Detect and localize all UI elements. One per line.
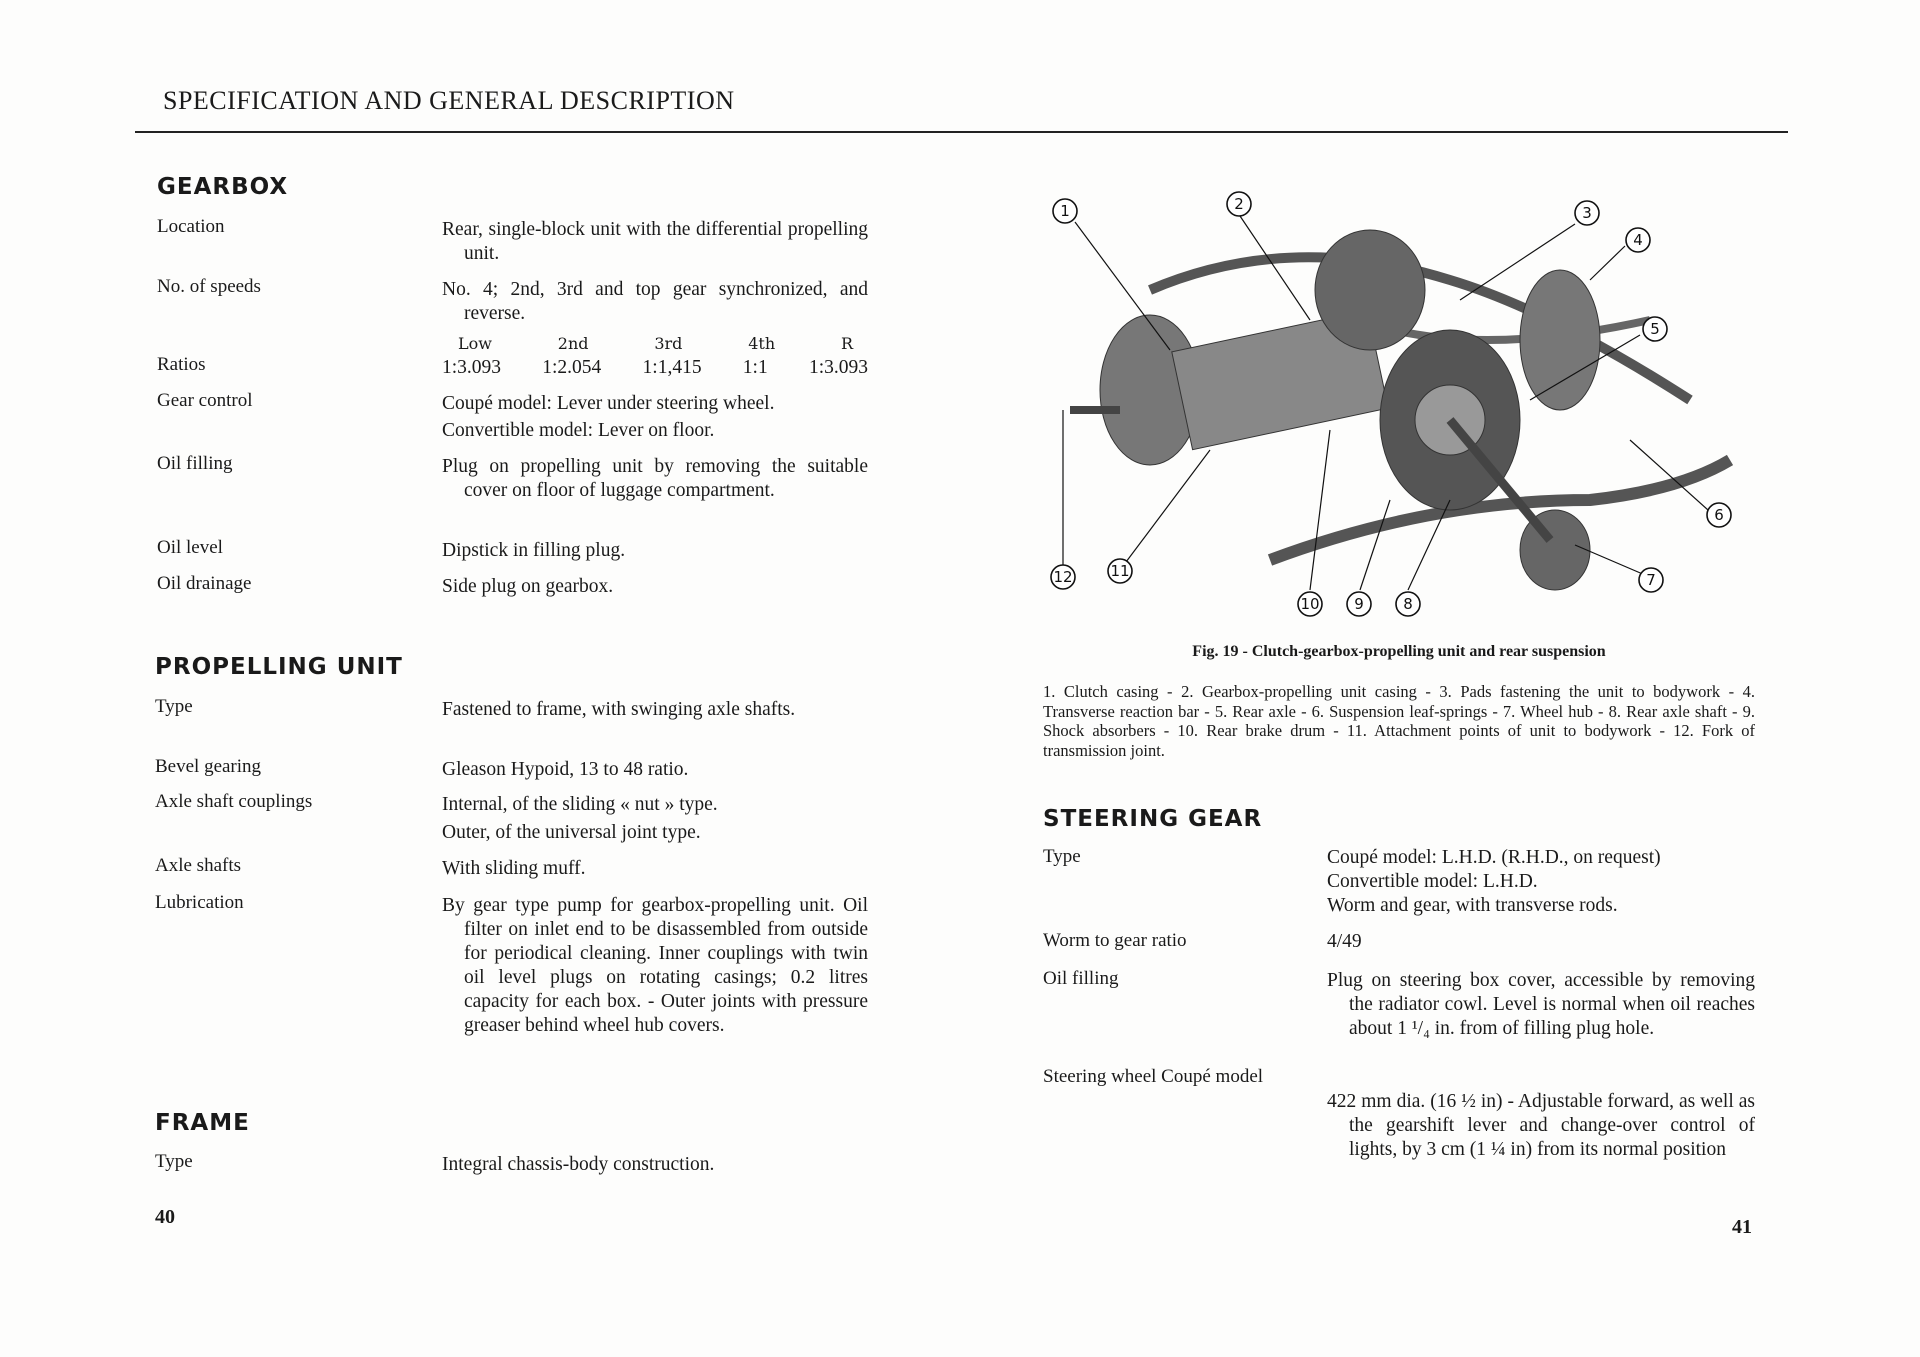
value-steering-worm: Worm and gear, with transverse rods. (1327, 895, 1618, 916)
label-location: Location (157, 216, 225, 237)
ratio-header: Low (458, 334, 492, 353)
label-gear-control: Gear control (157, 390, 253, 411)
value-worm-ratio: 4/49 (1327, 931, 1362, 952)
value-steering-coupe: Coupé model: L.H.D. (R.H.D., on request) (1327, 847, 1661, 868)
value-oil-level: Dipstick in filling plug. (442, 540, 626, 561)
label-frame-type: Type (155, 1151, 193, 1172)
ratio-header: 3rd (654, 334, 683, 353)
value-steering-convertible: Convertible model: L.H.D. (1327, 871, 1538, 892)
callout-4: 4 (1633, 231, 1643, 249)
ratio-headers (458, 334, 853, 353)
label-oil-filling: Oil filling (157, 453, 233, 474)
ratio-value: 1:3.093 (808, 357, 868, 378)
ratio-value: 1:1 (742, 357, 768, 378)
label-couplings: Axle shaft couplings (155, 791, 313, 812)
label-steering-wheel: Steering wheel Coupé model (1043, 1066, 1264, 1087)
value-couplings-outer: Outer, of the universal joint type. (442, 822, 701, 843)
header-rule (135, 131, 1788, 133)
ratio-header: R (840, 334, 853, 353)
ratio-value: 1:3.093 (442, 357, 502, 378)
label-oil-drainage: Oil drainage (157, 573, 252, 594)
callout-6: 6 (1714, 506, 1724, 524)
page-header: SPECIFICATION AND GENERAL DESCRIPTION (163, 86, 735, 115)
label-worm-ratio: Worm to gear ratio (1043, 930, 1187, 951)
label-ratios: Ratios (157, 354, 206, 375)
value-gear-control-coupe: Coupé model: Lever under steering wheel. (442, 393, 775, 414)
value-steering-wheel: 422 mm dia. (16 ½ in) - Adjustable forward, as well as the gearshift lever and change-over control of lights, by 3 cm (1 ¼ in) from its normal position (1327, 1091, 1755, 1160)
label-speeds: No. of speeds (157, 276, 261, 297)
callout-2: 2 (1234, 195, 1244, 213)
value-gear-control-convertible: Convertible model: Lever on floor. (442, 420, 715, 441)
illustration (1070, 230, 1730, 590)
label-axle-shafts: Axle shafts (155, 855, 242, 876)
value-frame-type: Integral chassis-body construction. (442, 1154, 715, 1175)
callout-10: 10 (1300, 595, 1320, 613)
page-number-right: 41 (1732, 1216, 1752, 1238)
value-location: Rear, single-block unit with the differential propelling unit. (442, 219, 868, 264)
value-steering-oil-filling: Plug on steering box cover, accessible by removing the radiator cowl. Level is normal when oil reaches about 1 ¹/₄ in. from of filling plug hole. (1327, 970, 1755, 1039)
ratio-values (442, 356, 868, 380)
label-steering-type: Type (1043, 846, 1081, 867)
callout-5: 5 (1650, 320, 1660, 338)
callout-3: 3 (1582, 204, 1592, 222)
value-oil-drainage: Side plug on gearbox. (442, 576, 614, 597)
figure-caption: Fig. 19 - Clutch-gearbox-propelling unit and rear suspension (1192, 643, 1606, 660)
value-axle-shafts: With sliding muff. (442, 858, 586, 879)
value-oil-filling: Plug on propelling unit by removing the suitable cover on floor of luggage compartment. (442, 456, 868, 501)
label-bevel: Bevel gearing (155, 756, 262, 777)
page-number-left: 40 (155, 1206, 175, 1228)
callout-11: 11 (1110, 562, 1130, 580)
callout-7: 7 (1646, 571, 1656, 589)
value-speeds: No. 4; 2nd, 3rd and top gear synchronized, and reverse. (442, 279, 868, 324)
suspension-figure (1030, 170, 1770, 640)
propelling-heading: PROPELLING UNIT (155, 654, 403, 680)
callout-9: 9 (1354, 595, 1364, 613)
ratio-header: 2nd (557, 334, 589, 353)
callout-12: 12 (1053, 568, 1073, 586)
ratio-value: 1:1,415 (642, 357, 702, 378)
ratio-value: 1:2.054 (542, 357, 602, 378)
steering-heading: STEERING GEAR (1043, 806, 1263, 832)
value-bevel: Gleason Hypoid, 13 to 48 ratio. (442, 759, 689, 780)
label-lubrication: Lubrication (155, 892, 244, 913)
value-couplings-internal: Internal, of the sliding « nut » type. (442, 794, 718, 815)
callout-1: 1 (1060, 202, 1070, 220)
label-type: Type (155, 696, 193, 717)
value-type: Fastened to frame, with swinging axle shafts. (442, 699, 796, 720)
gearbox-heading: GEARBOX (157, 174, 289, 200)
value-lubrication: By gear type pump for gearbox-propelling unit. Oil filter on inlet end to be disassembled from outside for periodical cleaning. Inner couplings with twin oil level plugs on rotating casings; 0.2 litres capacity for each box. - Outer joints with pressure greaser behind wheel hub covers. (442, 895, 868, 1036)
label-steering-oil-filling: Oil filling (1043, 968, 1119, 989)
label-oil-level: Oil level (157, 537, 223, 558)
figure-legend: 1. Clutch casing - 2. Gearbox-propelling unit casing - 3. Pads fastening the unit to bodywork - 4. Transverse reaction bar - 5. Rear axle - 6. Suspension leaf-springs - 7. Wheel hub - 8. Rear axle shaft - 9. Shock absorbers - 10. Rear brake drum - 11. Attachment points of unit to bodywork - 12. Fork of transmission joint. (1043, 682, 1755, 760)
ratio-header: 4th (748, 334, 776, 353)
callout-8: 8 (1403, 595, 1413, 613)
frame-heading: FRAME (155, 1110, 250, 1136)
